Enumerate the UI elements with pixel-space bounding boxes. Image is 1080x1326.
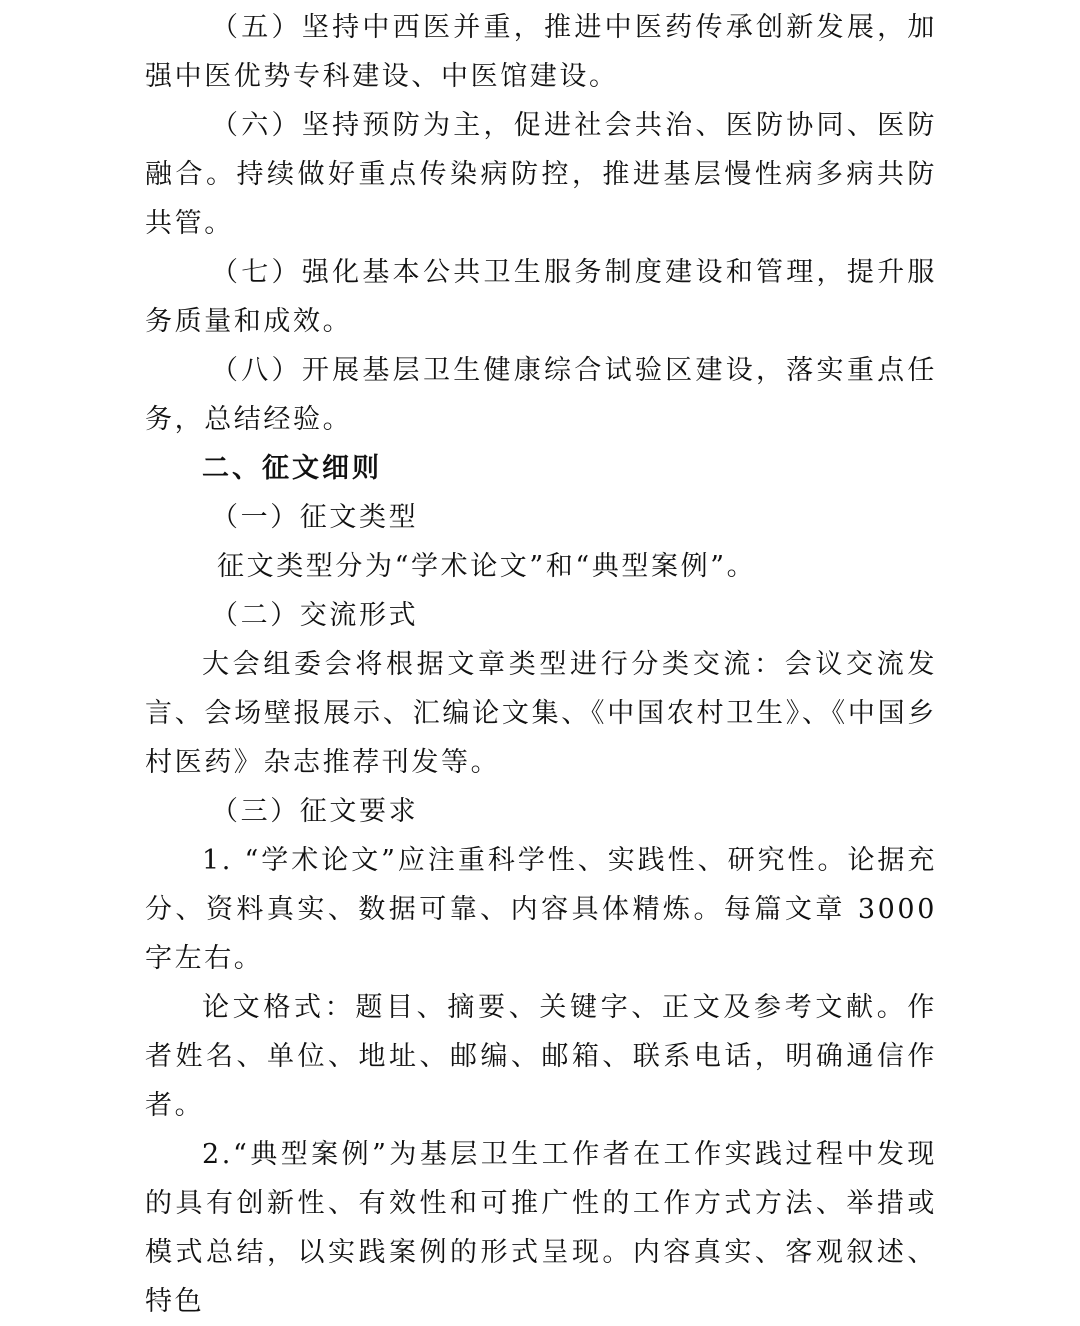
document-page: [145, 0, 937, 1317]
paragraph-item-8: （八）开展基层卫生健康综合试验区建设，落实重点任务，总结经验。: [145, 355, 937, 435]
paragraph-paper-format: 论文格式：题目、摘要、关键字、正文及参考文献。作者姓名、单位、地址、邮编、邮箱、联系电话，明确通信作者。: [145, 992, 937, 1121]
paragraph-academic-paper: 1. “学术论文”应注重科学性、实践性、研究性。论据充分、资料真实、数据可靠、内容具体精炼。每篇文章 3000 字左右。: [145, 845, 937, 974]
paragraph-exchange-forms: 大会组委会将根据文章类型进行分类交流：会议交流发言、会场壁报展示、汇编论文集、《中国农村卫生》、《中国乡村医药》杂志推荐刊发等。: [145, 649, 937, 778]
paragraph-typical-case: 2.“典型案例”为基层卫生工作者在工作实践过程中发现的具有创新性、有效性和可推广性的工作方式方法、举措或模式总结，以实践案例的形式呈现。内容真实、客观叙述、特色: [145, 1139, 937, 1317]
paragraph-item-7: （七）强化基本公共卫生服务制度建设和管理，提升服务质量和成效。: [145, 257, 937, 337]
paragraph-item-6: （六）坚持预防为主，促进社会共治、医防协同、医防融合。持续做好重点传染病防控，推进基层慢性病多病共防共管。: [145, 110, 937, 239]
paragraph-item-5: （五）坚持中西医并重，推进中医药传承创新发展，加强中医优势专科建设、中医馆建设。: [145, 12, 937, 92]
section-heading-2: 二、征文细则: [202, 453, 382, 484]
subsection-heading-exchange: （二）交流形式: [211, 600, 419, 631]
subsection-heading-type: （一）征文类型: [211, 502, 419, 533]
subsection-heading-requirements: （三）征文要求: [211, 796, 419, 827]
paragraph-essay-types: 征文类型分为“学术论文”和“典型案例”。: [217, 551, 757, 582]
